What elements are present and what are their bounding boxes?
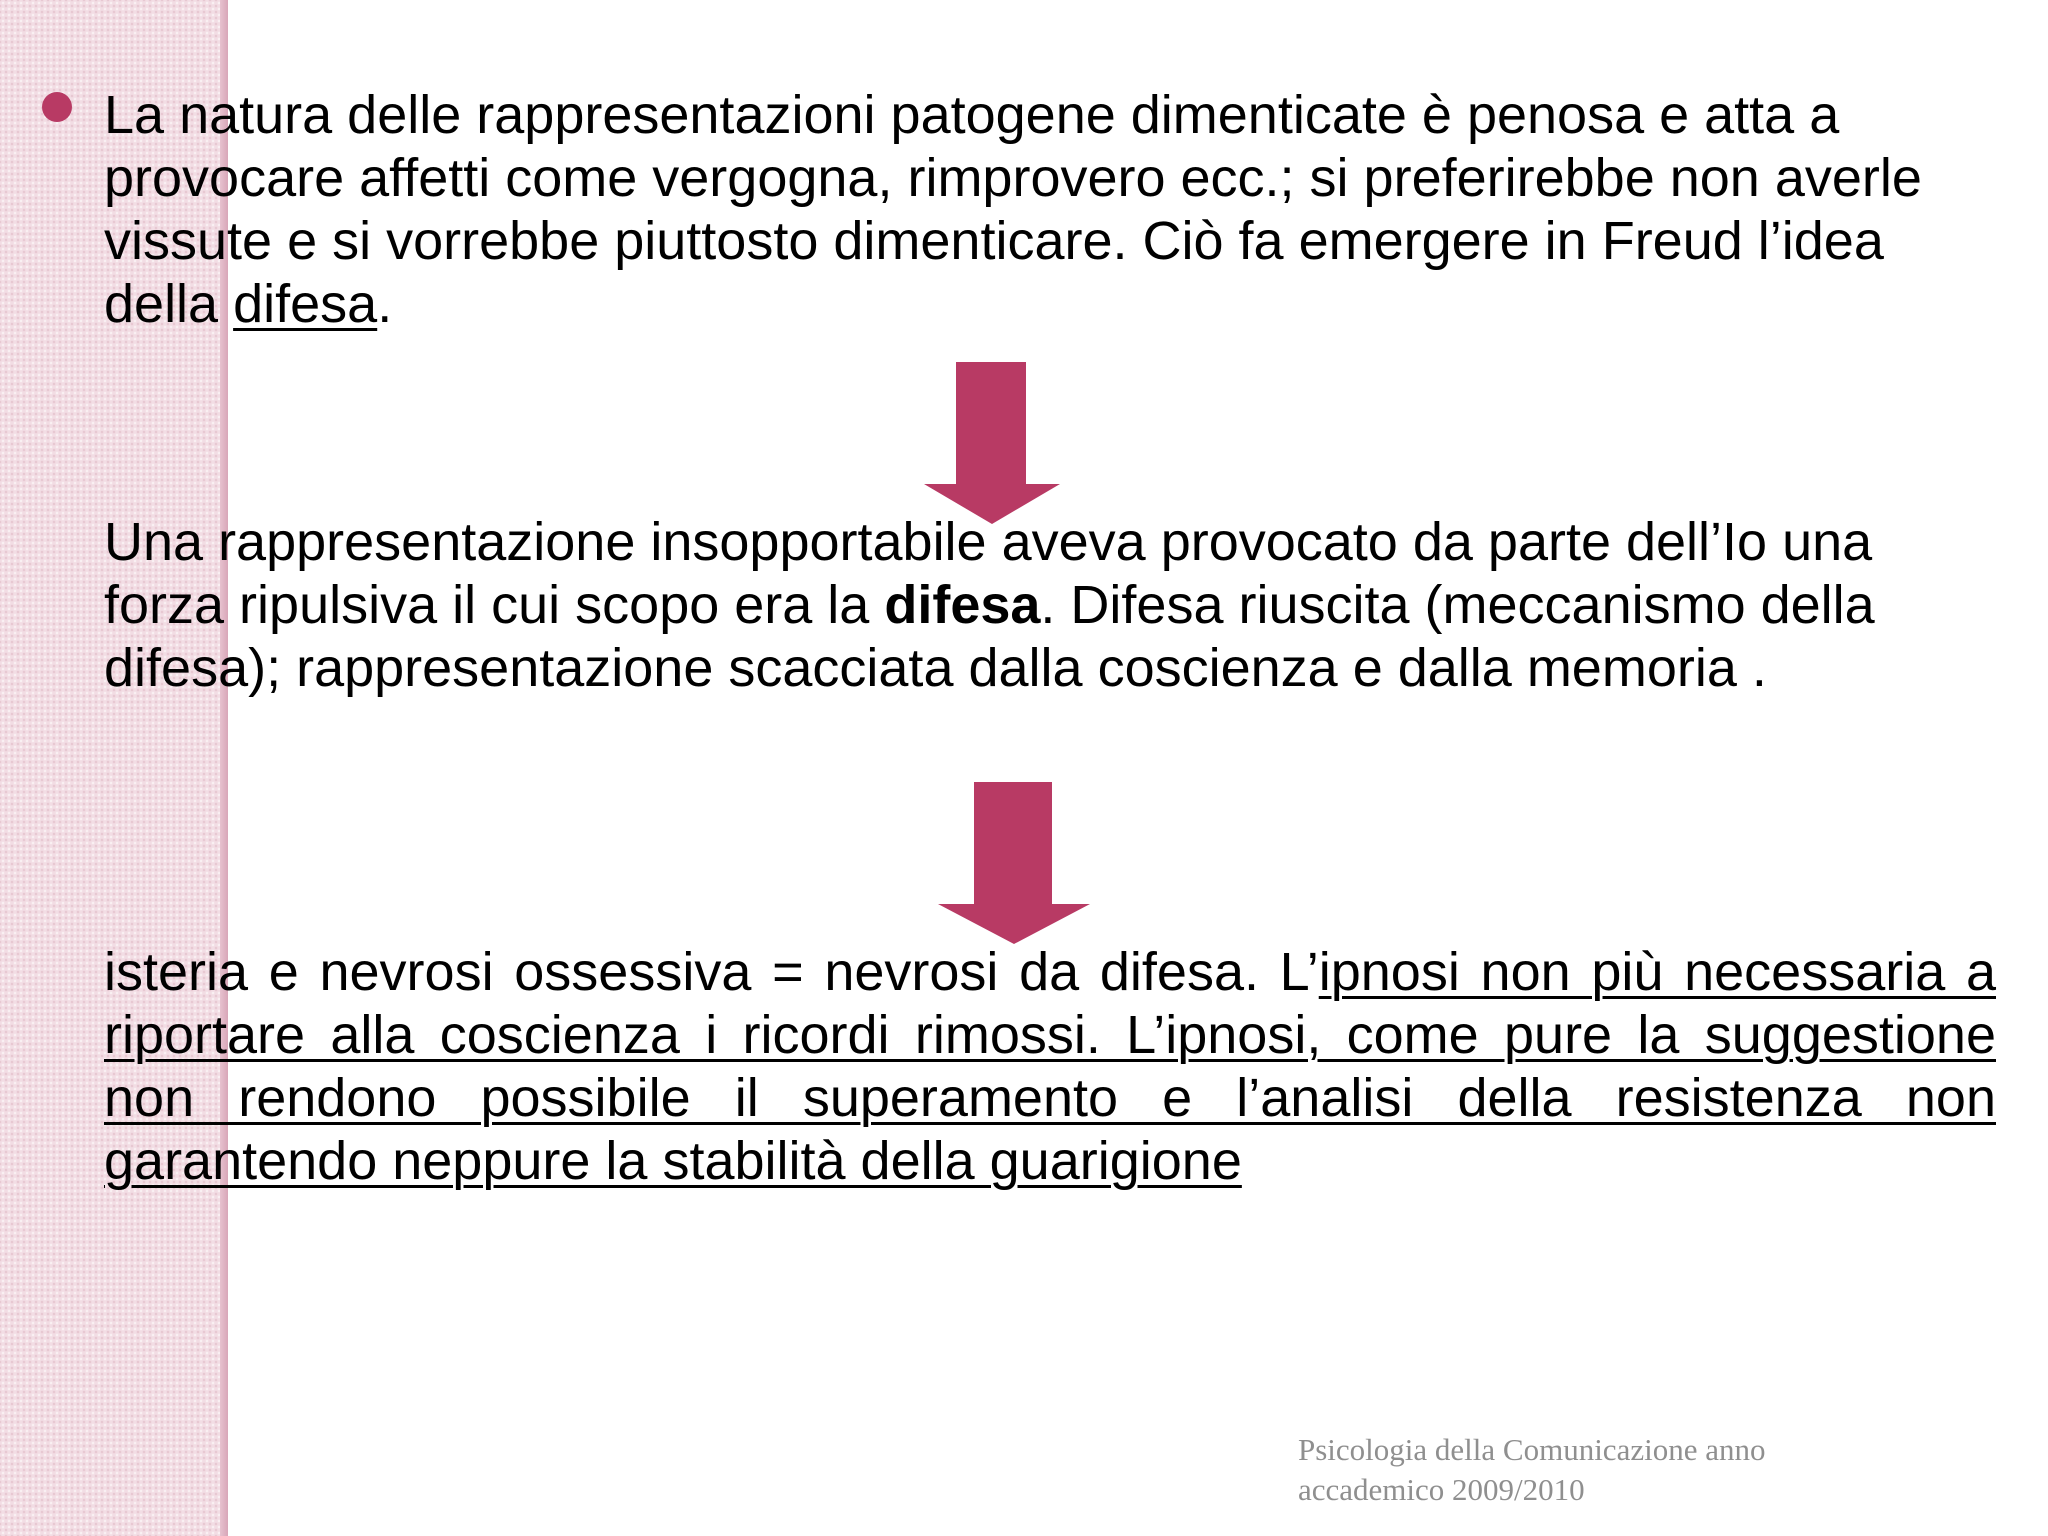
paragraph3-underlined-text: ipnosi non più necessaria a riportare alla coscienza i ricordi rimossi. L’ipnosi, come pure la suggestione non rendono possibile il superamento e l’analisi della resistenza non garantendo neppure la stabilità della guarigione — [104, 942, 1996, 1191]
paragraph-defense-origin — [104, 84, 1996, 336]
arrow-down-icon — [938, 782, 1090, 944]
arrow-down-icon — [924, 362, 1060, 524]
paragraph2-text-before: Una rappresentazione insopportabile aveva provocato da parte dell’Io una forza ripulsiva il cui scopo era la — [104, 512, 1873, 635]
paragraph3-text: isteria e nevrosi ossessiva = nevrosi da difesa. L’ — [104, 942, 1319, 1002]
paragraph2-bold-term: difesa — [884, 575, 1041, 635]
bullet-dot-icon — [42, 92, 72, 122]
paragraph1-underlined-term: difesa — [233, 274, 378, 334]
paragraph1-end: . — [377, 274, 393, 334]
footer-line-2: accademico 2009/2010 — [1298, 1472, 1585, 1507]
paragraph-defense-neuroses — [104, 941, 1996, 1193]
slide-footer — [1298, 1430, 1765, 1510]
paragraph-defense-mechanism — [104, 511, 1996, 700]
footer-line-1: Psicologia della Comunicazione anno — [1298, 1432, 1766, 1467]
paragraph1-text: La natura delle rappresentazioni patogene dimenticate è penosa e atta a provocare affetti come vergogna, rimprovero ecc.; si preferirebbe non averle vissute e si vorrebbe piuttosto dimenticare. Ciò fa emergere in Freud l’idea della — [104, 85, 1922, 334]
paragraph2-text-after: . Difesa riuscita (meccanismo della difesa); rappresentazione scacciata dalla coscienza e dalla memoria . — [104, 575, 1875, 698]
